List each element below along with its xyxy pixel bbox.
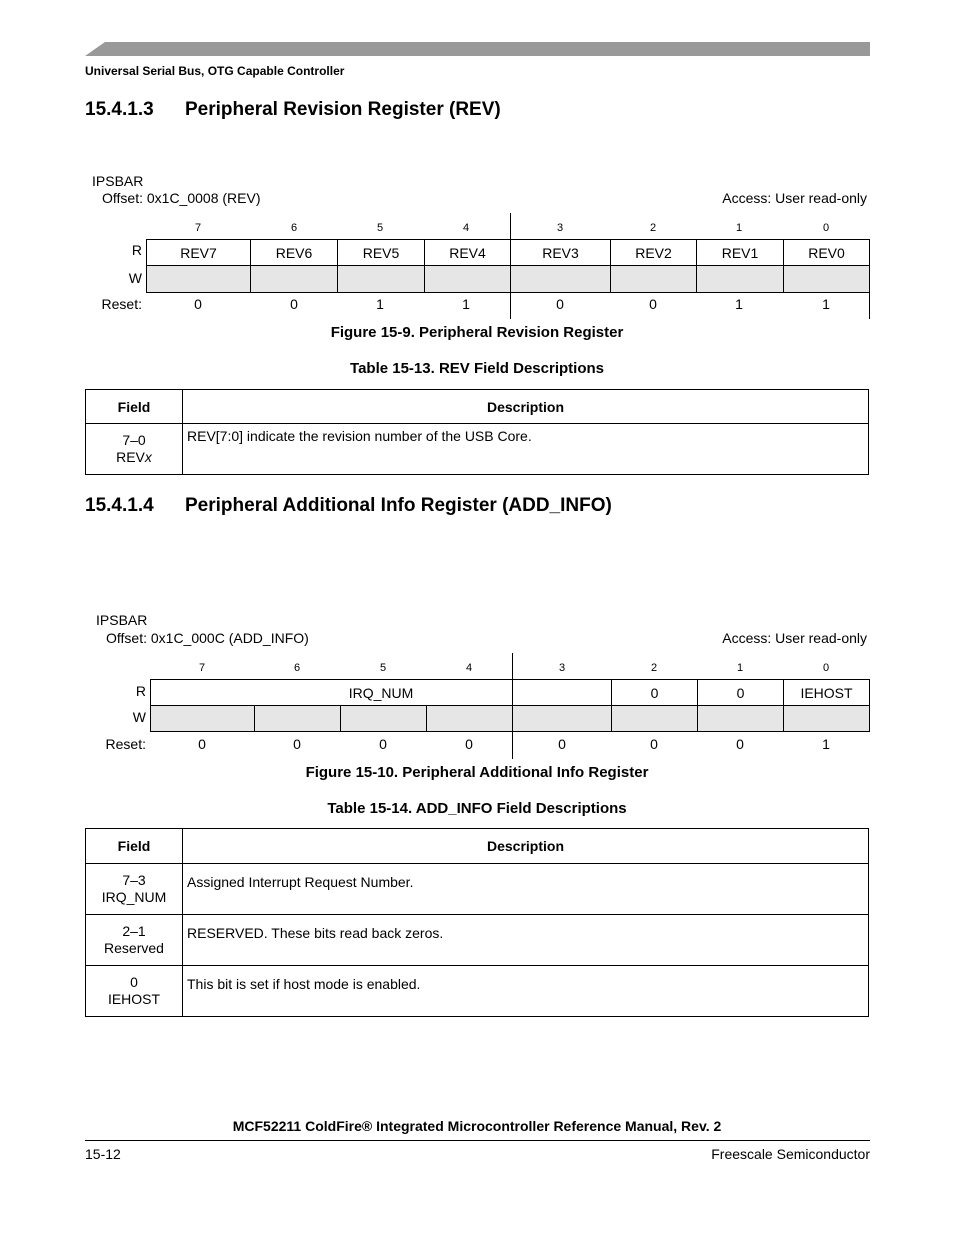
reset-value: 0 <box>556 296 564 312</box>
table-row <box>86 966 869 1017</box>
section-heading-rev <box>85 99 501 121</box>
register-access: Access: User read-only <box>722 190 867 206</box>
reset-value: 0 <box>465 736 473 752</box>
add-info-field-table <box>85 828 869 1017</box>
field-name: Reserved <box>104 940 164 956</box>
bit-number: 5 <box>376 222 384 234</box>
column-header-field: Field <box>86 390 183 424</box>
register-base: IPSBAR <box>96 612 148 628</box>
bit-number: 3 <box>556 222 564 234</box>
write-cell <box>610 265 697 293</box>
table-row <box>86 915 869 966</box>
row-label-w: W <box>132 709 146 725</box>
column-header-description: Description <box>183 390 869 424</box>
write-cell <box>337 265 425 293</box>
table-caption: Table 15-13. REV Field Descriptions <box>350 360 604 377</box>
figure-caption: Figure 15-10. Peripheral Additional Info Register <box>305 764 649 781</box>
bit-number: 6 <box>290 222 298 234</box>
table-row <box>86 424 869 475</box>
reset-value: 1 <box>822 736 830 752</box>
reset-value: 0 <box>379 736 387 752</box>
bit-number: 6 <box>293 662 301 674</box>
field-bits: 2–1 <box>122 923 146 939</box>
reset-value: 0 <box>650 736 658 752</box>
reset-value: 1 <box>462 296 470 312</box>
write-cell <box>150 705 255 732</box>
row-label-r: R <box>131 242 142 258</box>
field-bits: 0 <box>130 974 138 990</box>
register-field-rev0: REV0 <box>783 239 870 266</box>
bit-number: 2 <box>649 222 657 234</box>
bit-number: 7 <box>194 222 202 234</box>
write-cell <box>424 265 511 293</box>
write-cell <box>426 705 513 732</box>
bit-number: 4 <box>462 222 470 234</box>
field-cell <box>86 424 183 475</box>
write-cell <box>783 265 870 293</box>
description-cell: This bit is set if host mode is enabled. <box>183 966 869 1017</box>
rev-field-table <box>85 389 869 475</box>
register-field-rev5: REV5 <box>337 239 425 266</box>
bit-number: 2 <box>650 662 658 674</box>
register-field-reserved: 0 <box>697 679 784 706</box>
edge-line <box>869 292 870 319</box>
field-name-wrap <box>90 449 178 466</box>
reset-value: 0 <box>293 736 301 752</box>
register-field-rev6: REV6 <box>250 239 338 266</box>
column-header-field: Field <box>86 829 183 864</box>
description-cell: Assigned Interrupt Request Number. <box>183 864 869 915</box>
description-cell: REV[7:0] indicate the revision number of the USB Core. <box>183 424 869 475</box>
register-field-iehost: IEHOST <box>783 679 870 706</box>
footer-manual-title: MCF52211 ColdFire® Integrated Microcontroller Reference Manual, Rev. 2 <box>232 1118 722 1134</box>
table-caption: Table 15-14. ADD_INFO Field Descriptions <box>327 800 627 817</box>
bit-number: 7 <box>198 662 206 674</box>
reset-value: 1 <box>822 296 830 312</box>
section-title: Peripheral Revision Register (REV) <box>185 99 501 120</box>
register-field-rev3: REV3 <box>510 239 611 266</box>
reset-value: 0 <box>198 736 206 752</box>
row-label-r: R <box>135 683 146 699</box>
section-number: 15.4.1.3 <box>85 99 154 120</box>
field-cell <box>86 864 183 915</box>
register-field-rev7: REV7 <box>146 239 251 266</box>
bit-number: 1 <box>736 662 744 674</box>
reset-value: 0 <box>736 736 744 752</box>
field-cell <box>86 966 183 1017</box>
write-cell <box>512 705 612 732</box>
write-cell <box>340 705 427 732</box>
register-offset: Offset: 0x1C_000C (ADD_INFO) <box>106 630 309 646</box>
field-cell <box>86 915 183 966</box>
bit-number: 0 <box>822 662 830 674</box>
register-base: IPSBAR <box>92 173 144 189</box>
write-cell <box>611 705 698 732</box>
reset-value: 0 <box>194 296 202 312</box>
bit-number: 1 <box>735 222 743 234</box>
field-name-suffix: x <box>144 449 152 465</box>
register-field-rev1: REV1 <box>696 239 784 266</box>
chapter-title: Universal Serial Bus, OTG Capable Controller <box>85 64 345 78</box>
table-row <box>86 864 869 915</box>
description-cell: RESERVED. These bits read back zeros. <box>183 915 869 966</box>
field-name: REV <box>116 449 145 465</box>
reset-label: Reset: <box>105 736 146 752</box>
write-cell <box>250 265 338 293</box>
header-bar <box>85 42 870 56</box>
section-heading-add-info <box>85 495 612 517</box>
field-bits: 7–3 <box>122 872 146 888</box>
write-cell <box>254 705 341 732</box>
section-title: Peripheral Additional Info Register (ADD_INFO) <box>185 495 612 516</box>
reset-label: Reset: <box>101 296 142 312</box>
register-field-rev2: REV2 <box>610 239 697 266</box>
bit-number: 4 <box>465 662 473 674</box>
reset-value: 0 <box>290 296 298 312</box>
field-bits: 7–0 <box>122 432 146 448</box>
reset-value: 0 <box>649 296 657 312</box>
reset-value: 0 <box>558 736 566 752</box>
reset-value: 1 <box>376 296 384 312</box>
register-field-rev4: REV4 <box>424 239 511 266</box>
column-header-description: Description <box>183 829 869 864</box>
write-cell <box>146 265 251 293</box>
bit-number: 3 <box>558 662 566 674</box>
register-field-reserved: 0 <box>611 679 698 706</box>
write-cell <box>696 265 784 293</box>
section-number: 15.4.1.4 <box>85 495 154 516</box>
write-cell <box>697 705 784 732</box>
register-field-irq-num: IRQ_NUM <box>150 679 612 706</box>
figure-caption: Figure 15-9. Peripheral Revision Register <box>330 324 624 341</box>
write-cell <box>510 265 611 293</box>
field-name: IEHOST <box>107 991 161 1007</box>
reset-value: 1 <box>735 296 743 312</box>
write-cell <box>783 705 870 732</box>
page-number: 15-12 <box>85 1146 121 1162</box>
register-offset: Offset: 0x1C_0008 (REV) <box>102 190 261 206</box>
bit-number: 0 <box>822 222 830 234</box>
bit-number: 5 <box>379 662 387 674</box>
footer-company: Freescale Semiconductor <box>711 1146 870 1162</box>
footer-rule <box>85 1140 870 1141</box>
row-label-w: W <box>128 270 142 286</box>
register-access: Access: User read-only <box>722 630 867 646</box>
field-name: IRQ_NUM <box>101 889 167 905</box>
